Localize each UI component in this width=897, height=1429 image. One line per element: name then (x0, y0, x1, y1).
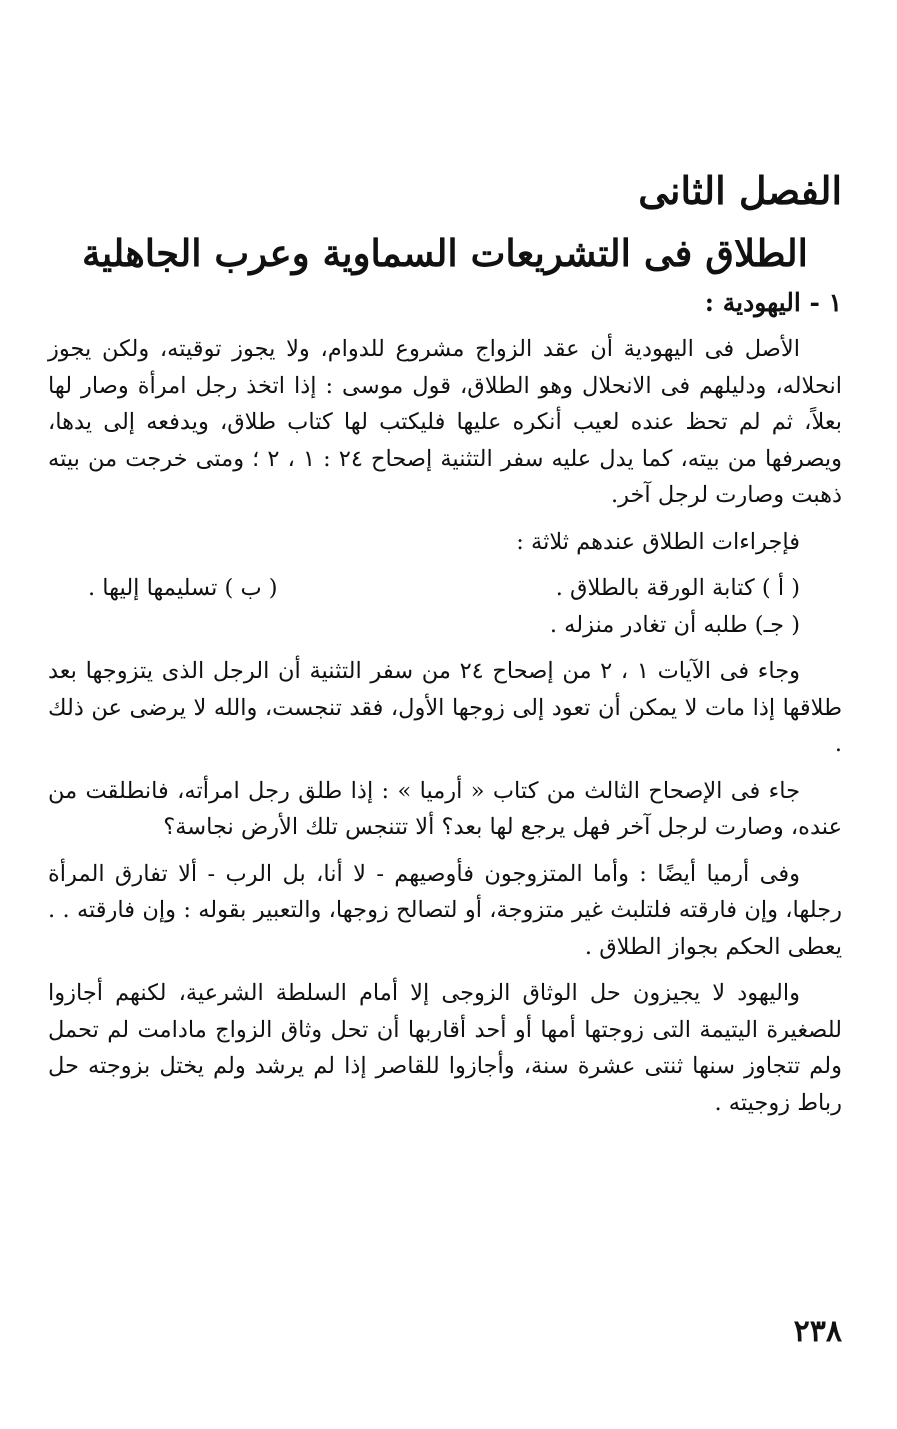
procedures-list (48, 570, 842, 643)
procedures-row-2 (48, 607, 842, 644)
chapter-title: الفصل الثانى (638, 168, 842, 213)
paragraph-deuteronomy: وجاء فى الآيات ١ ، ٢ من إصحاح ٢٤ من سفر التثنية أن الرجل الذى يتزوجها بعد طلاقها إذا مات لا يمكن أن تعود إلى زوجها الأول، فقد تنجست، والله لا يرضى عن ذلك . (48, 658, 842, 757)
paragraph-jeremiah-also: وفى أرميا أيضًا : وأما المتزوجون فأوصيهم - لا أنا، بل الرب - ألا تفارق المرأة رجلها، وإن فارقته فلتلبث غير متزوجة، أو لتصالح زوجها، والتعبير بقوله : وإن فارقته . . يعطى الحكم بجواز الطلاق . (48, 860, 842, 960)
section-title: ١ - اليهودية : (704, 288, 842, 317)
paragraph-procedures-intro: فإجراءات الطلاق عندهم ثلاثة : (516, 528, 800, 555)
procedures-row-1 (48, 570, 842, 607)
paragraph-legal-authority: واليهود لا يجيزون حل الوثاق الزوجى إلا أمام السلطة الشرعية، لكنهم أجازوا للصغيرة اليتيمة التى زوجتها أمها أو أحد أقاربها أن تحل وثاق الزواج مادامت لم تحمل ولم تتجاوز سنها ثنتى عشرة سنة، وأجازوا للقاصر إذا لم يرشد ولم يختل بزوجته حل رباط زوجيته . (48, 980, 842, 1116)
procedure-item-c: ( جـ) طلبه أن تغادر منزله . (549, 611, 800, 638)
procedure-item-b: ( ب ) تسليمها إليها . (88, 575, 278, 601)
paragraph-jeremiah-chapter-three: جاء فى الإصحاح الثالث من كتاب « أرميا » : إذا طلق رجل امرأته، فانطلقت من عنده، وصارت لرجل آخر فهل يرجع لها بعد؟ ألا تتنجس تلك الأرض نجاسة؟ (48, 777, 842, 840)
main-title: الطلاق فى التشريعات السماوية وعرب الجاهلية (82, 231, 808, 275)
paragraph-judaism-origin: الأصل فى اليهودية أن عقد الزواج مشروع للدوام، ولا يجوز توقيته، ولكن يجوز انحلاله، ودليلهم فى الانحلال وهو الطلاق، قول موسى : إذا اتخذ رجل امرأة وصار لها بعلاً، ثم لم تحظ عنده لعيب أنكره عليها فليكتب لها كتاب طلاق، ويدفعه إلى يدها، ويصرفها من بيته، كما يدل عليه سفر التثنية إصحاح ٢٤ : ١ ، ٢ ؛ ومتى خرجت من بيته ذهبت وصارت لرجل آخر. (48, 336, 842, 508)
procedure-item-a: ( أ ) كتابة الورقة بالطلاق . (555, 575, 800, 601)
page-number: ٢٣٨ (793, 1314, 842, 1349)
